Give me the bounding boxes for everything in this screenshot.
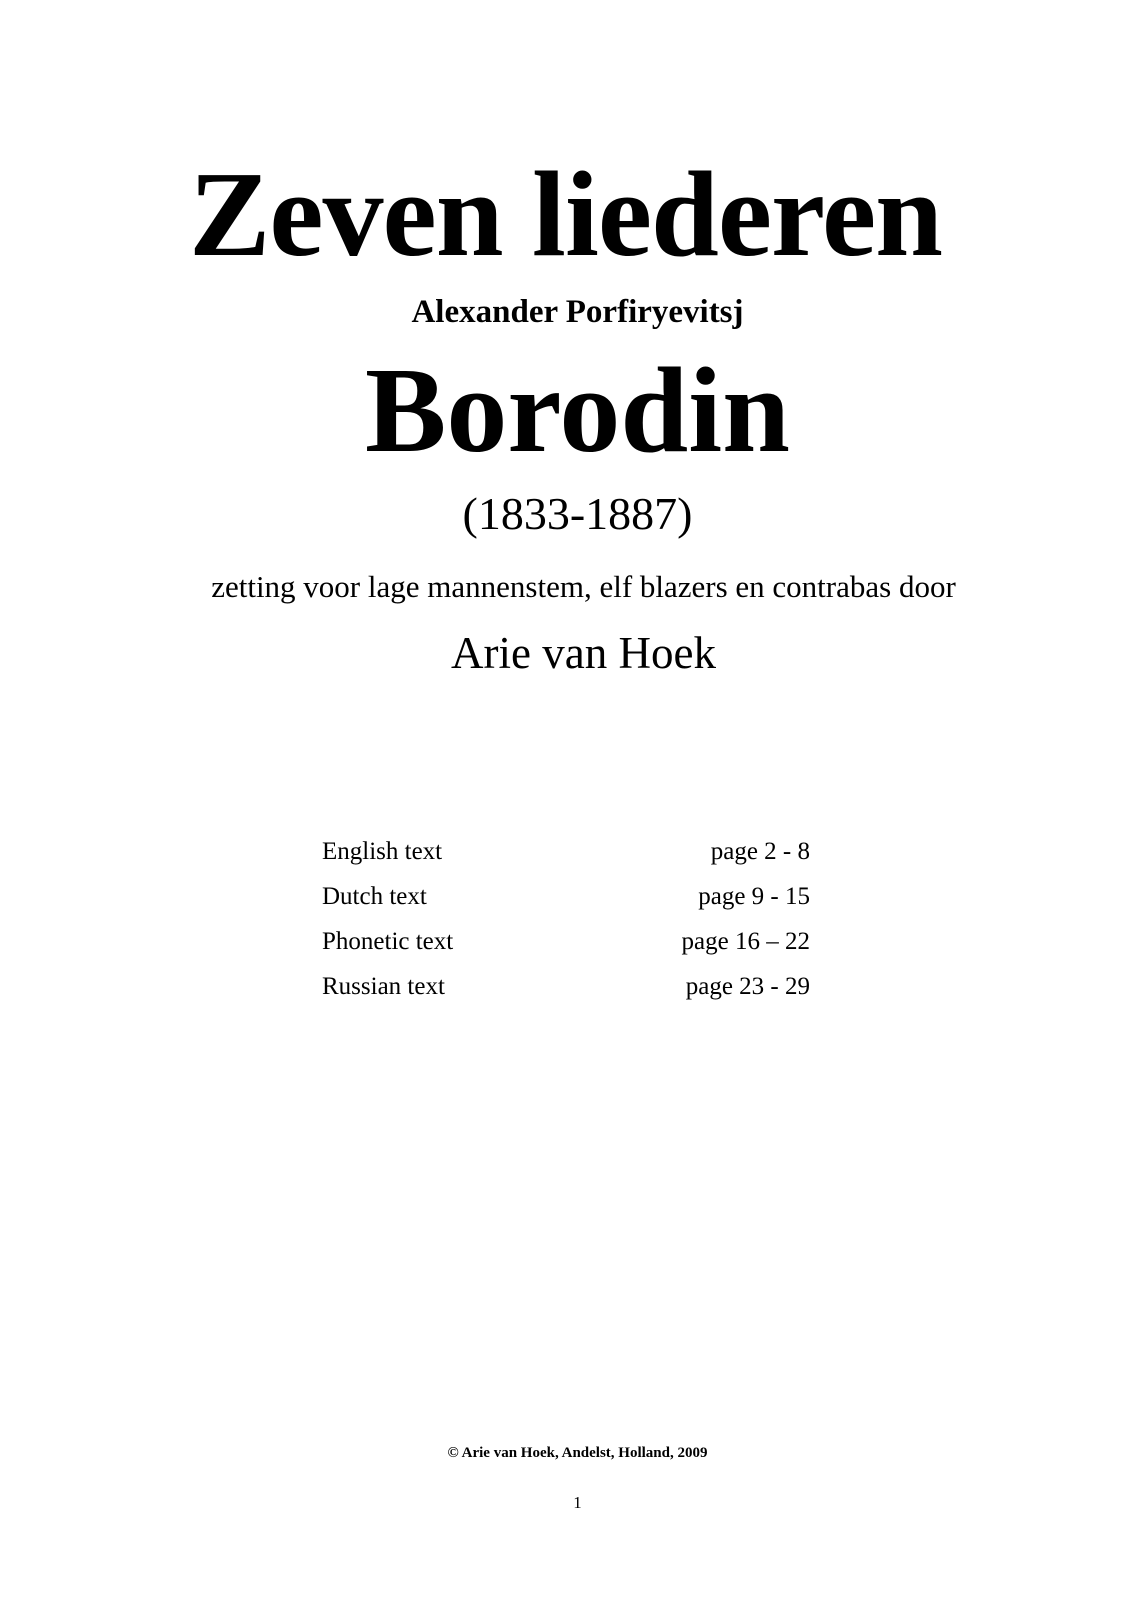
toc-page-range: page 2 - 8 [710,838,810,865]
document-title: Zeven liederen [189,147,942,282]
toc-label: English text [322,838,443,865]
table-of-contents [322,839,810,1019]
composer-last-name: Borodin [365,343,790,478]
toc-row-russian [322,974,810,1019]
toc-label: Phonetic text [322,928,454,955]
toc-row-phonetic [322,929,810,974]
toc-row-english [322,839,810,884]
copyright-notice: © Arie van Hoek, Andelst, Holland, 2009 [447,1445,708,1461]
toc-label: Russian text [322,973,445,1000]
toc-page-range: page 16 – 22 [681,928,810,955]
composer-first-names: Alexander Porfiryevitsj [411,294,744,330]
toc-page-range: page 9 - 15 [698,883,810,910]
arrangement-description: zetting voor lage mannenstem, elf blazers en contrabas door [211,569,956,604]
toc-row-dutch [322,884,810,929]
toc-page-range: page 23 - 29 [685,973,810,1000]
arranger-name: Arie van Hoek [451,628,716,678]
composer-life-years: (1833-1887) [462,488,693,539]
page-number: 1 [573,1493,582,1512]
toc-label: Dutch text [322,883,427,910]
